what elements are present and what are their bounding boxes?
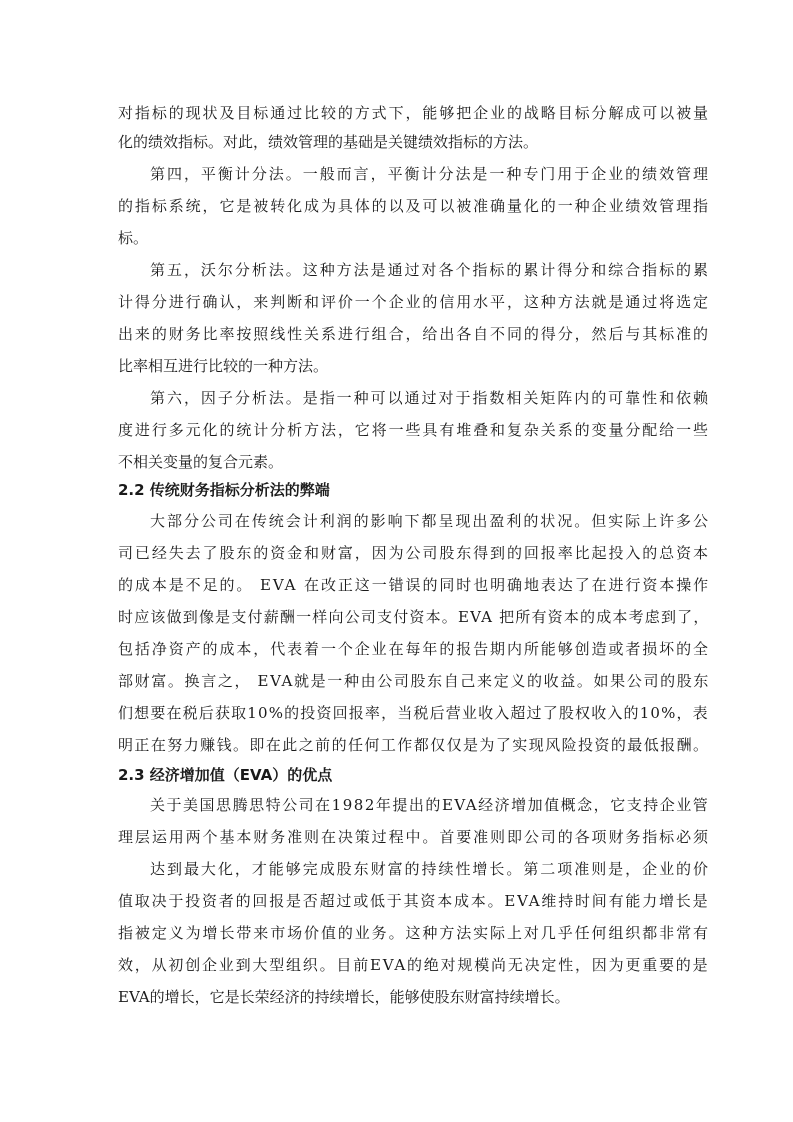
paragraph-first-line: 第六，因子分析法。是指一种可以通过对于指数相关矩阵内的可靠性和依赖 — [150, 389, 710, 407]
paragraph-first-line: 大部分公司在传统会计利润的影响下都呈现出盈利的状况。但实际上许多公 — [150, 512, 710, 530]
body-text-line: 计得分进行确认，来判断和评价一个企业的信用水平，这种方法就是通过将选定 — [118, 293, 710, 311]
section-heading-2-2: 2.2 传统财务指标分析法的弊端 — [118, 481, 330, 499]
section-heading-2-3: 2.3 经济增加值（EVA）的优点 — [118, 766, 333, 784]
body-text-line: EVA的增长，它是长荣经济的持续增长，能够使股东财富持续增长。 — [118, 988, 570, 1006]
body-text-line: 的指标系统，它是被转化成为具体的以及可以被准确量化的一种企业绩效管理指 — [118, 197, 710, 215]
body-text-line: 指被定义为增长带来市场价值的业务。这种方法实际上对几乎任何组织都非常有 — [118, 924, 710, 942]
body-text-line: 值取决于投资者的回报是否超过或低于其资本成本。EVA维持时间有能力增长是 — [118, 892, 710, 910]
body-text-line: 对指标的现状及目标通过比较的方式下，能够把企业的战略目标分解成可以被量 — [118, 104, 710, 122]
body-text-line: 明正在努力赚钱。即在此之前的任何工作都仅仅是为了实现风险投资的最低报酬。 — [118, 736, 710, 754]
body-text-line: 不相关变量的复合元素。 — [118, 453, 284, 471]
body-text-line: 比率相互进行比较的一种方法。 — [118, 357, 329, 375]
body-text-line: 们想要在税后获取10%的投资回报率，当税后营业收入超过了股权收入的10%，表 — [118, 704, 709, 722]
body-text-line: 标。 — [118, 229, 149, 247]
body-text-line: 的成本是不足的。 EVA 在改正这一错误的同时也明确地表达了在进行资本操作 — [118, 576, 711, 594]
body-text-line: 出来的财务比率按照线性关系进行组合，给出各自不同的得分，然后与其标准的 — [118, 325, 710, 343]
body-text-line: 时应该做到像是支付薪酬一样向公司支付资本。EVA 把所有资本的成本考虑到了， — [118, 608, 710, 626]
paragraph-first-line: 达到最大化，才能够完成股东财富的持续性增长。第二项准则是，企业的价 — [150, 860, 710, 878]
body-text-line: 理层运用两个基本财务准则在决策过程中。首要准则即公司的各项财务指标必须 — [118, 828, 710, 846]
body-text-line: 包括净资产的成本，代表着一个企业在每年的报告期内所能够创造或者损坏的全 — [118, 640, 710, 658]
body-text-line: 效，从初创企业到大型组织。目前EVA的绝对规模尚无决定性，因为更重要的是 — [118, 956, 710, 974]
paragraph-first-line: 第四，平衡计分法。一般而言，平衡计分法是一种专门用于企业的绩效管理 — [150, 165, 710, 183]
body-text-line: 化的绩效指标。对此，绩效管理的基础是关键绩效指标的方法。 — [118, 133, 539, 151]
body-text-line: 部财富。换言之， EVA就是一种由公司股东自己来定义的收益。如果公司的股东 — [118, 672, 711, 690]
paragraph-first-line: 第五，沃尔分析法。这种方法是通过对各个指标的累计得分和综合指标的累 — [150, 261, 710, 279]
body-text-line: 度进行多元化的统计分析方法，它将一些具有堆叠和复杂关系的变量分配给一些 — [118, 421, 710, 439]
paragraph-first-line: 关于美国思腾思特公司在1982年提出的EVA经济增加值概念，它支持企业管 — [150, 796, 710, 814]
body-text-line: 司已经失去了股东的资金和财富，因为公司股东得到的回报率比起投入的总资本 — [118, 544, 710, 562]
